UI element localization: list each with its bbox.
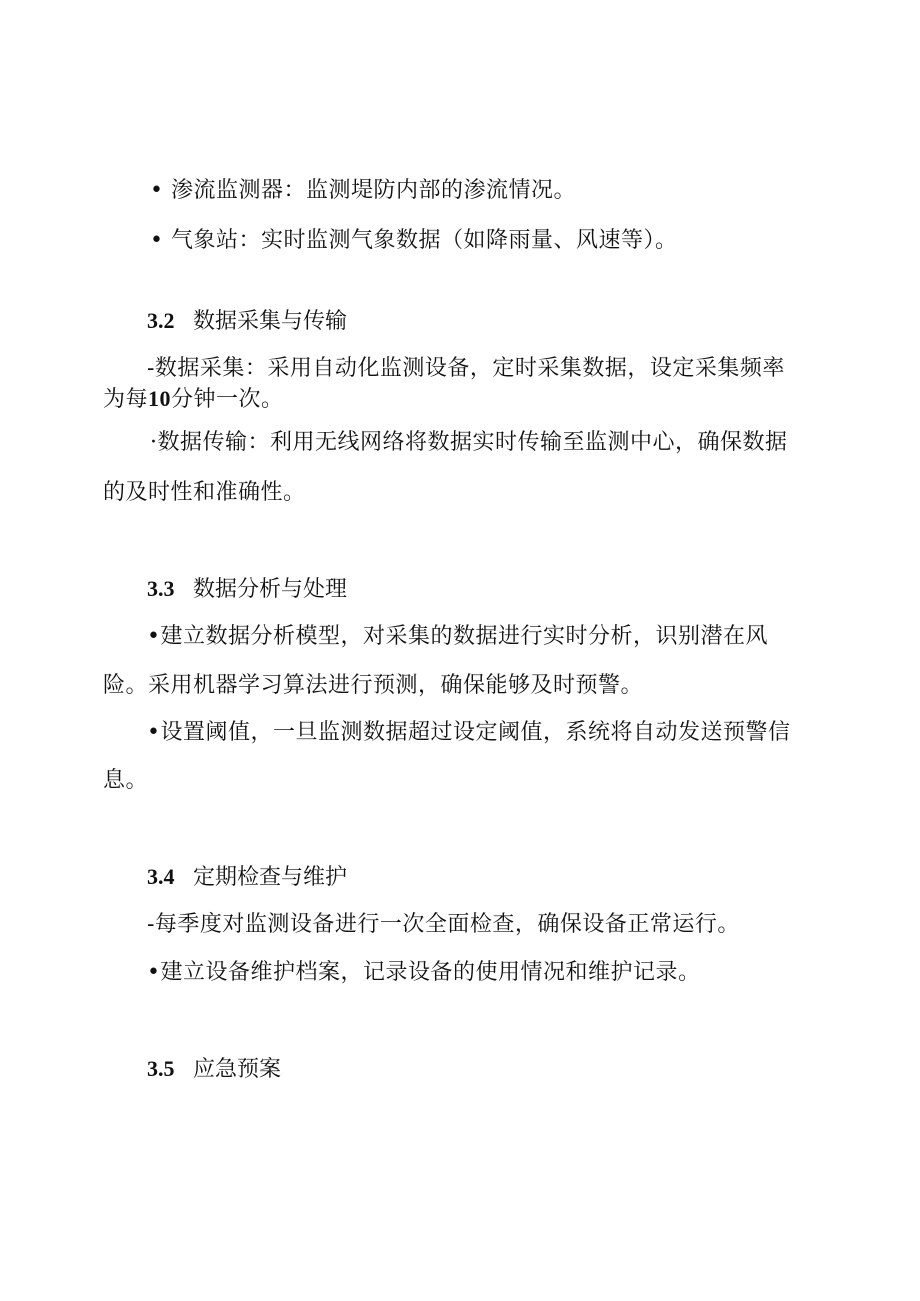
heading-3-2 <box>147 306 347 337</box>
heading-3-5-title: 应急预案 <box>193 1057 282 1082</box>
heading-3-4 <box>147 862 347 893</box>
data-transmission-line-1: ·数据传输：利用无线网络将数据实时传输至监测中心，确保数据 <box>150 430 788 455</box>
data-collection-line-2-pre: 为每 <box>103 387 149 412</box>
heading-3-3 <box>147 574 347 605</box>
analysis-model-line-2: 险。采用机器学习算法进行预测，确保能够及时预警。 <box>103 673 644 698</box>
bullet-weather-station: • 气象站：实时监测气象数据（如降雨量、风速等）。 <box>150 228 678 253</box>
data-collection-line-2-post: 分钟一次。 <box>171 387 284 412</box>
collection-interval-value: 10 <box>148 386 172 411</box>
threshold-line-2: 息。 <box>103 768 149 793</box>
bullet-seepage-monitor: • 渗流监测器：监测堤防内部的渗流情况。 <box>150 178 576 203</box>
quarterly-inspection-line: -每季度对监测设备进行一次全面检查，确保设备正常运行。 <box>147 912 740 937</box>
heading-3-2-title: 数据采集与传输 <box>193 309 348 334</box>
heading-3-4-number: 3.4 <box>147 864 175 889</box>
heading-3-3-number: 3.3 <box>147 576 175 601</box>
maintenance-archive-line: •建立设备维护档案，记录设备的使用情况和维护记录。 <box>147 960 701 985</box>
data-transmission-line-2: 的及时性和准确性。 <box>103 480 306 505</box>
heading-3-3-title: 数据分析与处理 <box>193 577 348 602</box>
analysis-model-line-1: •建立数据分析模型，对采集的数据进行实时分析，识别潜在风 <box>147 624 768 649</box>
data-collection-line-1: -数据采集：采用自动化监测设备，定时采集数据，设定采集频率 <box>147 356 785 381</box>
heading-3-4-title: 定期检查与维护 <box>193 865 348 890</box>
data-collection-line-2 <box>103 384 284 415</box>
threshold-line-1: •设置阈值，一旦监测数据超过设定阈值，系统将自动发送预警信 <box>147 720 791 745</box>
heading-3-5 <box>147 1054 281 1085</box>
heading-3-2-number: 3.2 <box>147 308 175 333</box>
heading-3-5-number: 3.5 <box>147 1056 175 1081</box>
